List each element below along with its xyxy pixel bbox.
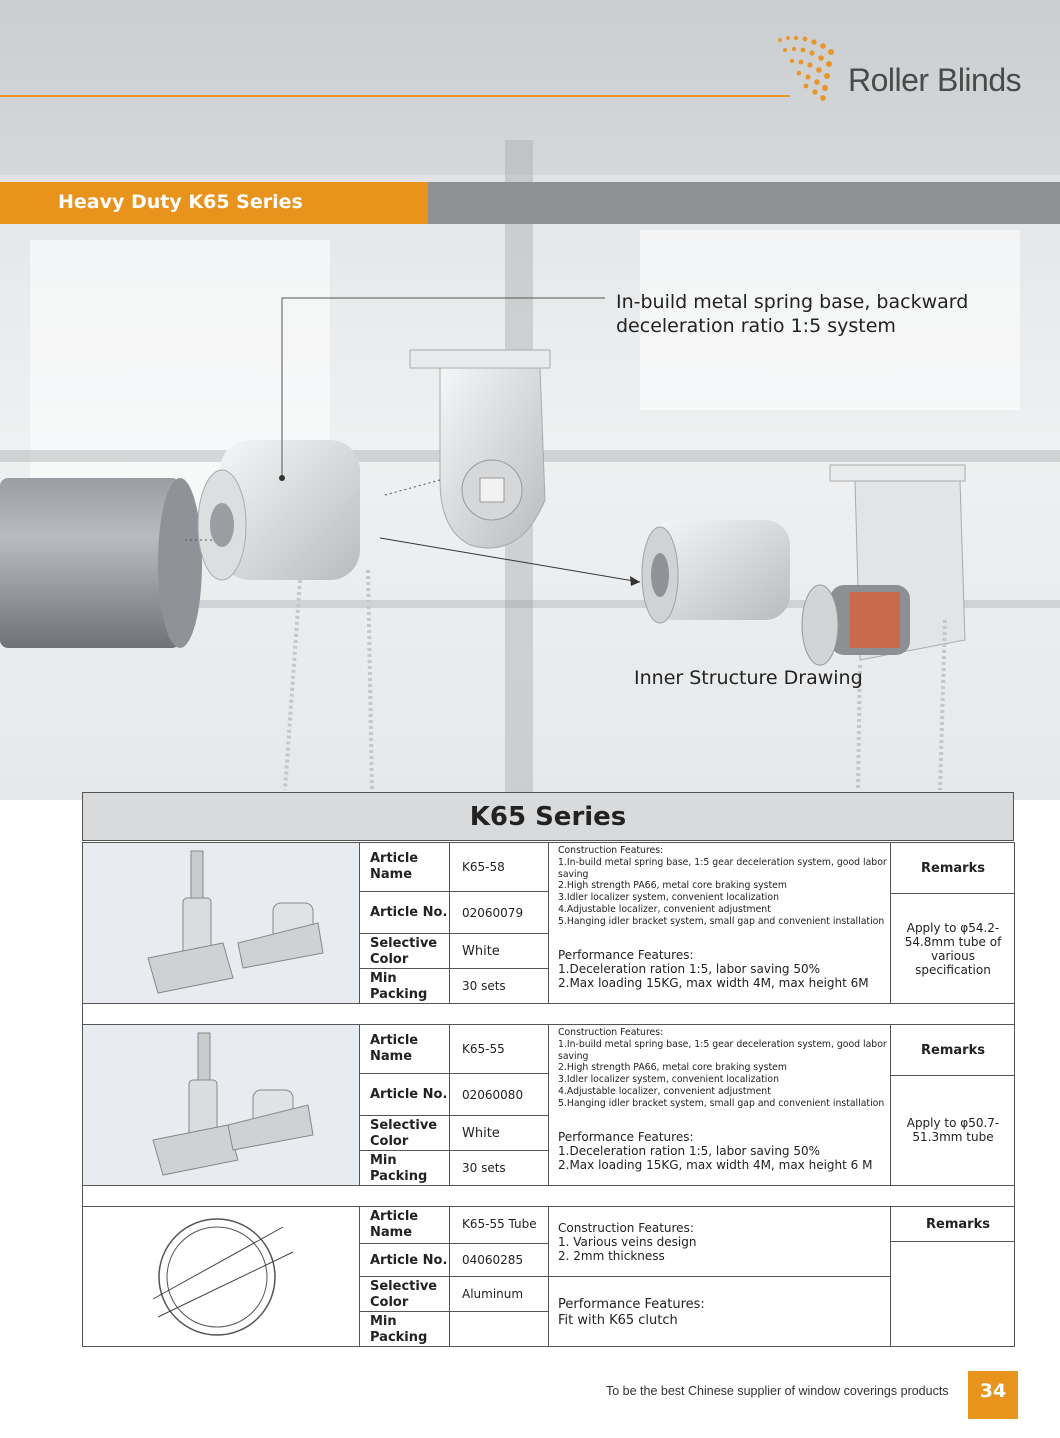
performance-features: Performance Features: 1.Deceleration ration 1:5, labor saving 50% 2.Max loading 15KG, max width 4M, max height 6M [549, 934, 891, 1004]
product-image [83, 1207, 360, 1347]
clutch-kit-illustration [83, 1025, 359, 1185]
product-image [83, 843, 360, 1004]
color-value: Aluminum [450, 1277, 549, 1312]
page-number: 34 [968, 1371, 1018, 1419]
selective-color-label: Selective Color [360, 934, 450, 969]
packing-value: 30 sets [450, 1151, 549, 1186]
brand-name: Roller Blinds [848, 62, 1022, 98]
row-spacer [82, 1004, 1015, 1024]
article-no-value: 02060079 [450, 892, 549, 934]
header-rule [0, 95, 790, 97]
remarks-text: Apply to φ54.2- 54.8mm tube of various specification [904, 921, 1002, 977]
color-value: White [450, 934, 549, 969]
remarks-header: Remarks [891, 1025, 1015, 1076]
clutch-part [642, 520, 790, 623]
inner-structure [802, 465, 965, 665]
product-row [82, 1024, 1015, 1186]
section-banner-extension [428, 182, 1060, 224]
section-title: Heavy Duty K65 Series [58, 191, 303, 213]
remarks-header: Remarks [891, 843, 1015, 894]
tube [0, 478, 180, 648]
construction-features: Construction Features: 1.In-build metal spring base, 1:5 gear deceleration system, good labor saving 2.High strength PA66, metal core braking system 3.Idler localizer system, convenient localization 4.Adjustable localizer, convenient adjustment 5.Hanging idler bracket system, small gap and convenient installation [549, 843, 891, 934]
article-name-label: Article Name [360, 1207, 450, 1244]
row-spacer [82, 1186, 1015, 1206]
remarks-header: Remarks [891, 1207, 1015, 1242]
min-packing-label: Min Packing [360, 969, 450, 1004]
construction-features: Construction Features: 1.In-build metal spring base, 1:5 gear deceleration system, good labor saving 2.High strength PA66, metal core braking system 3.Idler localizer system, convenient localization 4.Adjustable localizer, convenient adjustment 5.Hanging idler bracket system, small gap and convenient installation [549, 1025, 891, 1116]
article-no-value: 02060080 [450, 1074, 549, 1116]
packing-value [450, 1312, 549, 1347]
min-packing-label: Min Packing [360, 1151, 450, 1186]
callout-text-line1: In-build metal spring base, backward [616, 291, 969, 313]
article-name-value: K65-55 Tube [450, 1207, 549, 1244]
inner-structure-label: Inner Structure Drawing [634, 667, 863, 689]
brand-logo-icon [775, 32, 845, 104]
article-name-label: Article Name [360, 1025, 450, 1074]
article-no-value: 04060285 [450, 1244, 549, 1277]
product-row [82, 1206, 1015, 1347]
tube-cross-section-drawing [83, 1207, 359, 1347]
packing-value: 30 sets [450, 969, 549, 1004]
construction-features: Construction Features: 1. Various veins design 2. 2mm thickness [549, 1207, 891, 1277]
product-row [82, 842, 1015, 1004]
article-name-label: Article Name [360, 843, 450, 892]
article-no-label: Article No. [360, 1244, 450, 1277]
article-no-label: Article No. [360, 1074, 450, 1116]
selective-color-label: Selective Color [360, 1277, 450, 1312]
callout-text-line2: deceleration ratio 1:5 system [616, 315, 896, 337]
article-name-value: K65-55 [450, 1025, 549, 1074]
series-title: K65 Series [82, 792, 1014, 841]
clutch [198, 440, 360, 580]
performance-features: Performance Features: Fit with K65 clutch [549, 1277, 891, 1347]
min-packing-label: Min Packing [360, 1312, 450, 1347]
footer-tagline: To be the best Chinese supplier of window coverings products [606, 1384, 949, 1398]
color-value: White [450, 1116, 549, 1151]
selective-color-label: Selective Color [360, 1116, 450, 1151]
bracket [410, 350, 550, 548]
clutch-kit-illustration [83, 843, 359, 1003]
article-no-label: Article No. [360, 892, 450, 934]
performance-features: Performance Features: 1.Deceleration ration 1:5, labor saving 50% 2.Max loading 15KG, max width 4M, max height 6 M [549, 1116, 891, 1186]
remarks-text [891, 1242, 1015, 1347]
article-name-value: K65-58 [450, 843, 549, 892]
remarks-text: Apply to φ50.7- 51.3mm tube [906, 1116, 1000, 1144]
product-image [83, 1025, 360, 1186]
